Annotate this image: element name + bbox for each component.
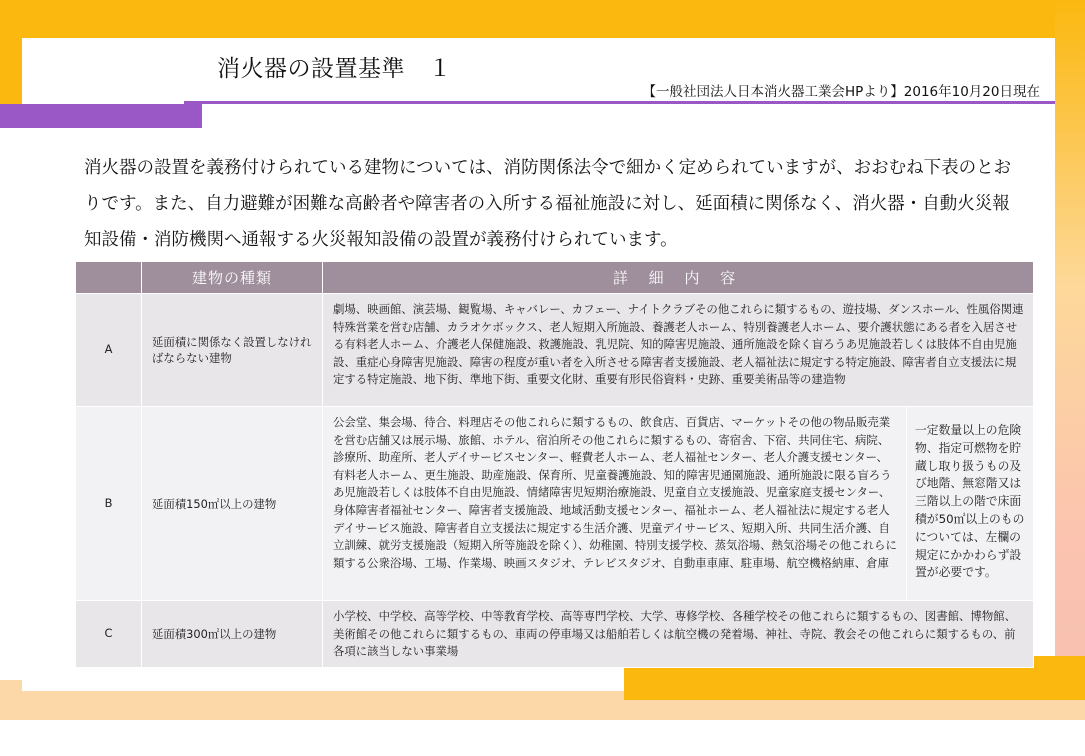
detail-text: 小学校、中学校、高等学校、中等教育学校、高等専門学校、大学、専修学校、各種学校その他これらに類するもの、図書館、博物館、美術館その他これらに類するもの、車両の停車場又は船舶若しくは航空機の発着場、神社、寺院、教会その他これらに類するもの、前各項に該当しない事業場: [323, 601, 1034, 668]
table-row: [76, 294, 1034, 407]
intro-paragraph: 消火器の設置を義務付けられている建物については、消防関係法令で細かく定められていますが、おおむね下表のとおりです。また、自力避難が困難な高齢者や障害者の入所する福祉施設に対し、延面積に関係なく、消火器・自動火災報知設備・消防機関へ通報する火災報知設備の設置が義務付けられています。: [84, 158, 1012, 250]
right-gradient-band: [1055, 0, 1085, 720]
building-type: 延面積300㎡以上の建物: [142, 601, 323, 668]
purple-accent-bar: [0, 104, 202, 128]
installation-standards-table: [75, 261, 1034, 668]
category-label: B: [76, 407, 142, 601]
detail-text: 劇場、映画館、演芸場、観覧場、キャバレー、カフェー、ナイトクラブその他これらに類するもの、遊技場、ダンスホール、性風俗関連特殊営業を営む店舗、カラオケボックス、老人短期入所施設、養護老人ホーム、特別養護老人ホーム、要介護状態にある者を入居させる有料老人ホーム、介護老人保健施設、救護施設、乳児院、知的障害児施設、通所施設を除く盲ろうあ児施設若しくは肢体不自由児施設、重症心身障害児施設、障害の程度が重い者を入所させる障害者支援施設、老人福祉法に規定する特定施設、障害者自立支援法に規定する特定施設、地下街、準地下街、重要文化財、重要有形民俗資料・史跡、重要美術品等の建造物: [323, 294, 1034, 407]
building-type: 延面積に関係なく設置しなければならない建物: [142, 294, 323, 407]
source-note: 【一般社団法人日本消火器工業会HPより】2016年10月20日現在: [642, 84, 1040, 100]
table-row: [76, 601, 1034, 668]
category-label: C: [76, 601, 142, 668]
table-row: [76, 407, 1034, 601]
title-underline: [184, 101, 1055, 104]
header-category: [76, 262, 142, 294]
hazard-note: 一定数量以上の危険物、指定可燃物を貯蔵し取り扱うもの及び地階、無窓階又は三階以上の階で床面積が50㎡以上のものについては、左欄の規定にかかわらず設置が必要です。: [907, 407, 1034, 601]
building-type: 延面積150㎡以上の建物: [142, 407, 323, 601]
table-header-row: [76, 262, 1034, 294]
header-details-label: 詳 細 内 容: [612, 269, 744, 287]
detail-text: 公会堂、集会場、待合、料理店その他これらに類するもの、飲食店、百貨店、マーケットその他の物品販売業を営む店舗又は展示場、旅館、ホテル、宿泊所その他これらに類するもの、寄宿舎、下宿、共同住宅、病院、診療所、助産所、老人デイサービスセンター、軽費老人ホーム、老人福祉センター、老人介護支援センター、有料老人ホーム、更生施設、助産施設、保育所、児童養護施設、知的障害児通園施設、通所施設に限る盲ろうあ児施設若しくは肢体不自由児施設、情緒障害児短期治療施設、児童自立支援施設、児童家庭支援センター、身体障害者福祉センター、障害者支援施設、地域活動支援センター、福祉ホーム、老人福祉法に規定する老人デイサービス施設、障害者自立支援法に規定する生活介護、児童デイサービス、短期入所、共同生活介護、自立訓練、就労支援施設（短期入所等施設を除く）、幼稚園、特別支援学校、蒸気浴場、熱気浴場その他これらに類する公衆浴場、工場、作業場、映画スタジオ、テレビスタジオ、自動車車庫、駐車場、航空機格納庫、倉庫: [323, 407, 907, 601]
header-details: [323, 262, 1034, 294]
page-title: 消火器の設置基準 １: [217, 56, 452, 82]
category-label: A: [76, 294, 142, 407]
header-building-type: 建物の種類: [142, 262, 323, 294]
